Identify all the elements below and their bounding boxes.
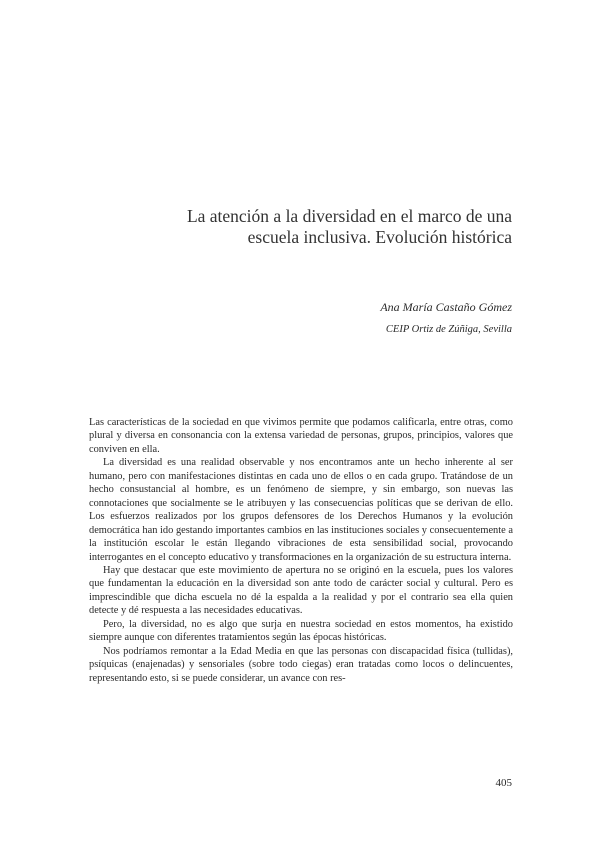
body-paragraph: La diversidad es una realidad observable y nos encontramos ante un hecho inherente al ser humano, pero con manifestaciones distintas en cada uno de ellos o en cada grupo. Tratándose de un hecho consustancial al hombre, es un fenómeno de siempre, y sin embargo, son nuevas las connotaciones que socialmente se le atribuyen y las consecuencias políticas que se derivan de ello. Los esfuerzos realizados por los grupos defensores de los Derechos Humanos y la evolución democrática han ido gestando importantes cambios en las instituciones sociales y consecuentemente a la institución escolar le están llegando vibraciones de esta sensibilidad social, provocando interrogantes en el concepto educativo y transformaciones en la organización de su estructura interna.	[89, 457, 513, 563]
body-paragraph: Nos podríamos remontar a la Edad Media en que las personas con discapacidad física (tullidas), psíquicas (enajenadas) y sensoriales (sobre todo ciegas) eran tratadas como locos o delincuentes, representando esto, si se puede considerar, un avance con res-	[89, 645, 513, 684]
body-paragraph: Pero, la diversidad, no es algo que surja en nuestra sociedad en estos momentos, ha existido siempre aunque con diferentes tratamientos según las épocas históricas.	[89, 618, 513, 644]
article-body	[89, 416, 513, 685]
body-paragraph: Hay que destacar que este movimiento de apertura no se originó en la escuela, pues los valores que fundamentan la educación en la diversidad son ante todo de carácter social y cultural. Pero es imprescindible que dicha escuela no dé la espalda a la realidad y por el contrario sea ella quien detecte y dé respuesta a las necesidades educativas.	[89, 564, 513, 617]
author-affiliation: CEIP Ortiz de Zúñiga, Sevilla	[385, 324, 512, 335]
article-title: La atención a la diversidad en el marco de una escuela inclusiva. Evolución histórica	[186, 206, 512, 247]
body-paragraph: Las características de la sociedad en que vivimos permite que podamos calificarla, entre otras, como plural y diversa en consonancia con la extensa variedad de personas, grupos, principios, valores que conviven en ella.	[89, 417, 513, 455]
page-number: 405	[495, 777, 512, 789]
author-name: Ana María Castaño Gómez	[380, 300, 512, 314]
